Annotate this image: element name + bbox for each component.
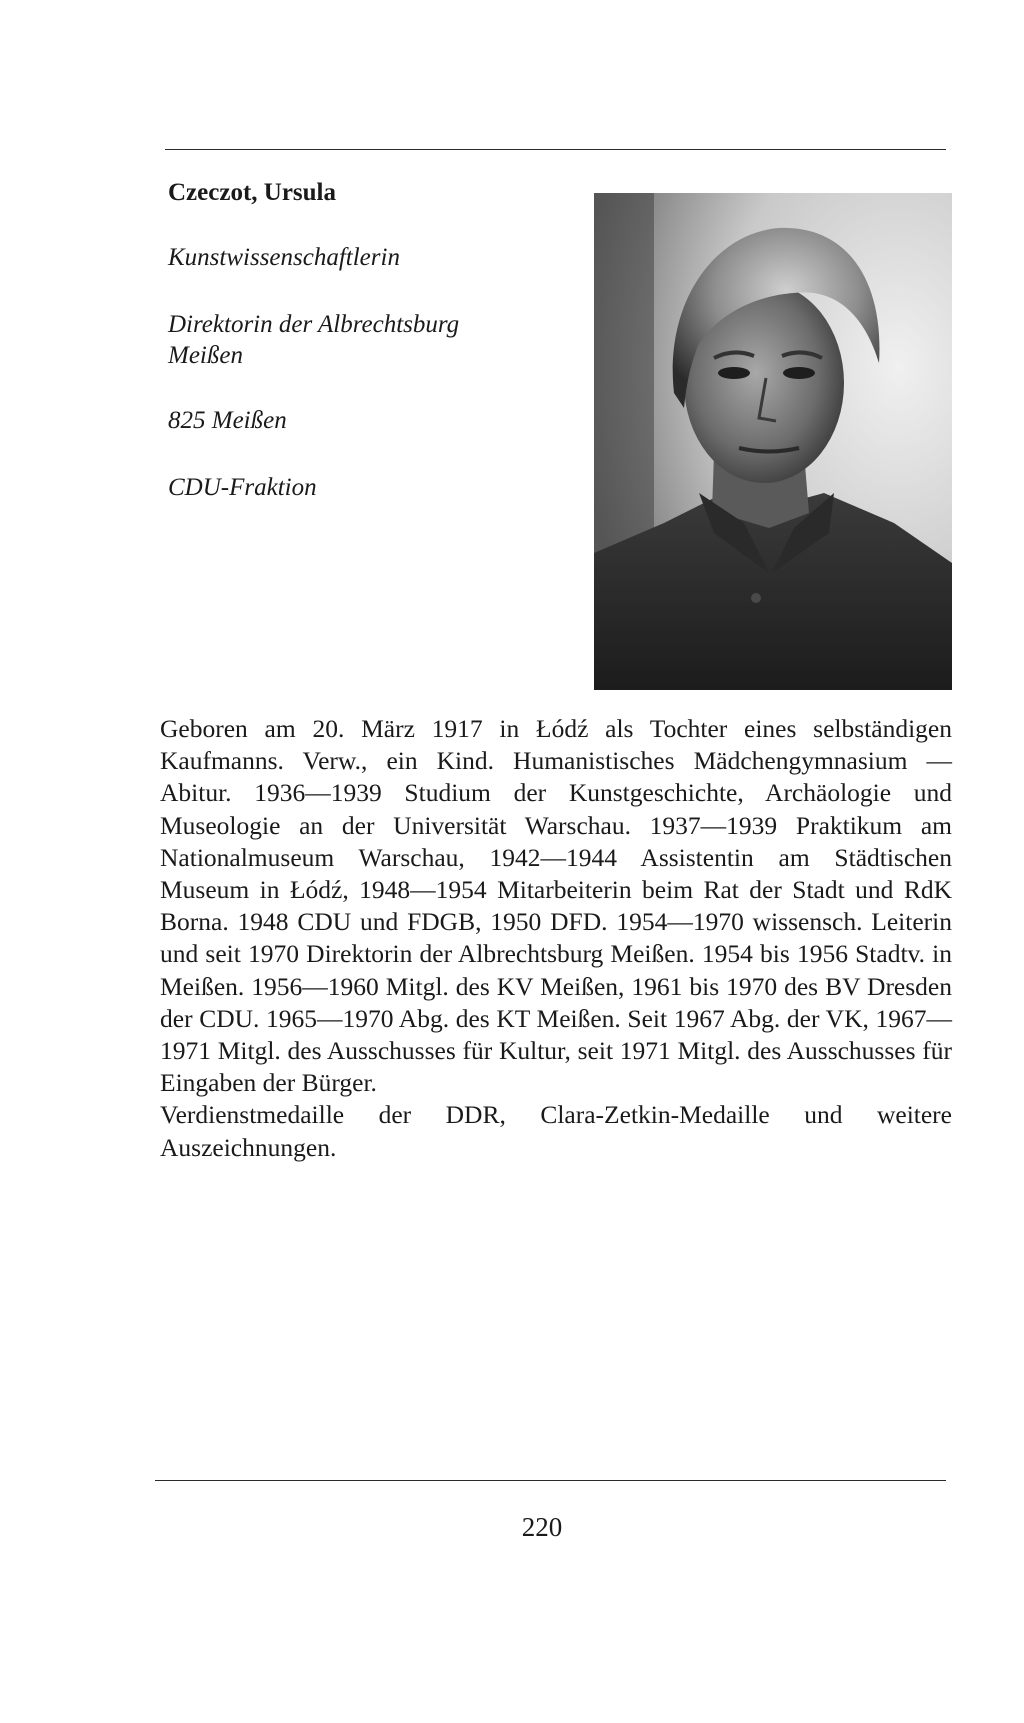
portrait-photo	[594, 193, 952, 690]
position	[168, 309, 588, 371]
bottom-divider	[155, 1480, 946, 1481]
awards-paragraph: Verdienstmedaille der DDR, Clara-Zetkin-Medaille und weitere Auszeichnungen.	[160, 1100, 952, 1162]
person-name: Czeczot, Ursula	[168, 179, 336, 206]
top-divider	[165, 149, 946, 150]
position-line-1: Direktorin der Albrechtsburg	[168, 311, 460, 338]
portrait-image	[594, 193, 952, 690]
biography-paragraph: Geboren am 20. März 1917 in Łódź als Tochter eines selbständigen Kaufmanns. Verw., ein Kind. Humanistisches Mädchengymnasium — Abitur. 1936—1939 Studium der Kunstgeschichte, Archäologie und Museologie an der Universität Warschau. 1937—1939 Praktikum am Nationalmuseum Warschau, 1942—1944 Assistentin am Städtischen Museum in Łódź, 1948—1954 Mitarbeiterin beim Rat der Stadt und RdK Borna. 1948 CDU und FDGB, 1950 DFD. 1954—1970 wissensch. Leiterin und seit 1970 Direktorin der Albrechtsburg Meißen. 1954 bis 1956 Stadtv. in Meißen. 1956—1960 Mitgl. des KV Meißen, 1961 bis 1970 des BV Dresden der CDU. 1965—1970 Abg. des KT Meißen. Seit 1967 Abg. der VK, 1967—1971 Mitgl. des Ausschusses für Kultur, seit 1971 Mitgl. des Ausschusses für Eingaben der Bürger.	[160, 714, 952, 1098]
faction: CDU-Fraktion	[168, 474, 317, 501]
address: 825 Meißen	[168, 407, 287, 434]
position-line-2: Meißen	[168, 342, 243, 369]
entry-header	[168, 178, 588, 539]
page-number: 220	[521, 1512, 563, 1542]
biography	[160, 713, 952, 1164]
profession: Kunstwissenschaftlerin	[168, 244, 400, 271]
